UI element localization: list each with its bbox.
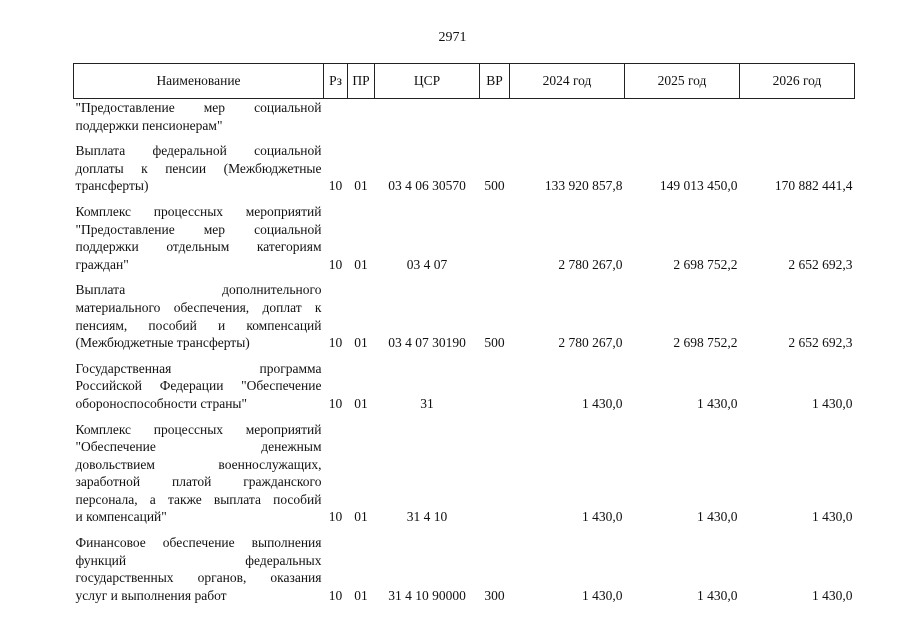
cell-name-line: Государственная программа [75,360,322,376]
cell-2025: 149 013 450,0 [659,178,738,194]
cell-2025: 2 698 752,2 [673,335,738,351]
cell-vr: 300 [484,587,505,603]
row-spacer [74,195,855,203]
cell-rz [324,99,348,135]
cell-vr: 500 [484,178,505,194]
header-2025: 2025 год [625,64,740,99]
table-row [74,142,855,195]
cell-csr: 03 4 07 [406,256,448,272]
table-row [74,360,855,413]
cell-name-line: материального обеспечения, доплат к [75,299,322,315]
row-spacer-cell [74,273,855,281]
cell-2026: 1 430,0 [812,587,853,603]
cell-name [74,142,324,195]
cell-rz: 10 [328,587,343,603]
cell-2024: 2 780 267,0 [558,335,623,351]
cell-name-line: услуг и выполнения работ [75,587,227,603]
header-rz: Рз [324,64,348,99]
table-row [74,99,855,135]
cell-rz: 10 [328,509,343,525]
row-spacer [74,526,855,534]
cell-name [74,281,324,351]
page-number: 2971 [438,30,467,45]
cell-2024: 1 430,0 [582,509,623,525]
cell-name-line: "Обеспечение денежным [75,439,322,455]
cell-name [74,360,324,413]
cell-rz: 10 [328,178,343,194]
cell-2026: 1 430,0 [812,395,853,411]
cell-2025: 1 430,0 [697,587,738,603]
cell-2026: 2 652 692,3 [788,335,853,351]
header-csr: ЦСР [375,64,480,99]
cell-csr: 31 [420,395,434,411]
cell-2024: 2 780 267,0 [558,256,623,272]
cell-pr: 01 [354,256,368,272]
cell-name-line: Выплата федеральной социальной [75,143,322,159]
table-header-row [74,64,855,99]
cell-name-line: Российской Федерации "Обеспечение [75,378,322,394]
cell-name-line: Комплекс процессных мероприятий [75,203,322,219]
cell-2024: 1 430,0 [582,395,623,411]
cell-2026: 170 882 441,4 [774,178,853,194]
cell-csr: 03 4 06 30570 [388,178,466,194]
cell-csr: 31 4 10 90000 [388,587,466,603]
table-body [74,99,855,605]
cell-name-line: трансферты) [75,178,149,194]
cell-pr: 01 [354,178,368,194]
cell-name-line: довольствием военнослужащих, [75,456,322,472]
cell-name [74,203,324,273]
cell-name-line: "Предоставление мер социальной [75,221,322,237]
cell-vr: 500 [484,335,505,351]
cell-name-line: (Межбюджетные трансферты) [75,335,250,351]
cell-2025: 1 430,0 [697,509,738,525]
budget-table [73,63,855,604]
cell-name-line: Финансовое обеспечение выполнения [75,535,322,551]
cell-name-line: обороноспособности страны" [75,395,247,411]
cell-pr: 01 [354,395,368,411]
cell-vr [480,360,510,413]
cell-vr [480,99,510,135]
cell-name-line: Выплата дополнительного [75,282,322,298]
row-spacer [74,134,855,142]
cell-name-line: "Предоставление мер социальной [75,100,322,115]
header-2024: 2024 год [510,64,625,99]
cell-name-line: доплаты к пенсии (Межбюджетные [75,160,322,176]
cell-vr [480,203,510,273]
cell-2026: 2 652 692,3 [788,256,853,272]
header-vr: ВР [480,64,510,99]
cell-name-line: функций федеральных [75,552,322,568]
cell-name-line: Комплекс процессных мероприятий [75,421,322,437]
cell-name [74,534,324,604]
cell-2024: 1 430,0 [582,587,623,603]
cell-rz: 10 [328,256,343,272]
table-row [74,534,855,604]
cell-name-line: пенсиям, пособий и компенсаций [75,317,322,333]
header-2026: 2026 год [740,64,855,99]
row-spacer [74,352,855,360]
table-row [74,281,855,351]
cell-2026: 1 430,0 [812,509,853,525]
cell-vr [480,421,510,527]
cell-2024 [510,99,625,135]
cell-name-line: граждан" [75,256,129,272]
row-spacer-cell [74,195,855,203]
cell-name-line: и компенсаций" [75,509,167,525]
row-spacer-cell [74,526,855,534]
cell-name-line: поддержки отдельным категориям [75,239,322,255]
table-row [74,421,855,527]
cell-rz: 10 [328,335,343,351]
row-spacer-cell [74,134,855,142]
cell-2024: 133 920 857,8 [544,178,623,194]
cell-name [74,421,324,527]
cell-2025 [625,99,740,135]
cell-pr: 01 [354,509,368,525]
cell-rz: 10 [328,395,343,411]
cell-name-line: государственных органов, оказания [75,570,322,586]
cell-name-line: заработной платой гражданского [75,474,322,490]
cell-2026 [740,99,855,135]
cell-csr: 03 4 07 30190 [388,335,466,351]
cell-pr [348,99,375,135]
row-spacer-cell [74,352,855,360]
row-spacer [74,273,855,281]
cell-csr [375,99,480,135]
cell-2025: 2 698 752,2 [673,256,738,272]
cell-2025: 1 430,0 [697,395,738,411]
row-spacer-cell [74,413,855,421]
cell-name-line: поддержки пенсионерам" [75,117,223,133]
row-spacer [74,413,855,421]
cell-csr: 31 4 10 [406,509,448,525]
header-name: Наименование [74,64,324,99]
cell-pr: 01 [354,335,368,351]
table-row [74,203,855,273]
cell-name-line: персонала, а также выплата пособий [75,491,322,507]
header-pr: ПР [348,64,375,99]
cell-name [74,99,324,135]
cell-pr: 01 [354,587,368,603]
